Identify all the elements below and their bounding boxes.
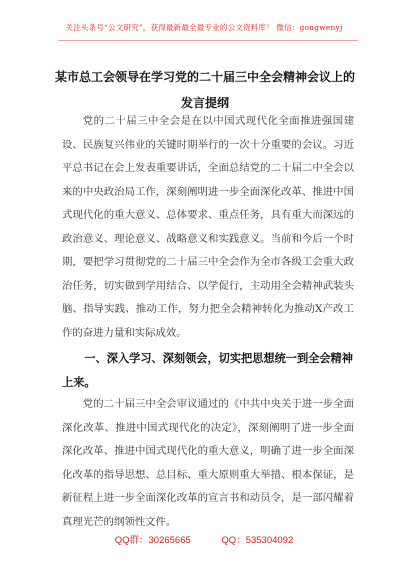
header-promo-note: 关注头条号“公文研究”，获得最新最全最专业的公文资料库！ 微信：gongwenyj: [65, 23, 343, 32]
document-title-line-2: 发言提纲: [180, 96, 229, 110]
footer-qq-group: QQ群：30265665: [114, 535, 191, 546]
body-paragraph-2: 党的二十届三中全会审议通过的《中共中央关于进一步全面深化改革、推进中国式现代化的决定》，深刻阐明了进一步全面深化改革、推进中国式现代化的重大意义，明确了进一步全面深化改革的指导思想、总目标、重大原则重大举措、根本保证，是新征程上进一步全面深化改革的宣言书和动员令，是一部闪耀着真理光芒的纲领性文件。: [62, 398, 354, 528]
header-divider: [58, 40, 358, 41]
footer-qq-number: QQ：535304092: [221, 535, 294, 546]
section-heading-1: 一、深入学习、深刻领会，切实把思想统一到全会精神上来。: [62, 351, 353, 389]
body-paragraph-1: 党的二十届三中全会是在以中国式现代化全面推进强国建设、民族复兴伟业的关键时期举行的一次十分重要的会议。习近平总书记在会上发表重要讲话，全面总结党的二十届二中全会以来的中央政治局工作，深刻阐明进一步全面深化改革、推进中国式现代化的重大意义、总体要求、重点任务，具有重大而深远的政治意义、理论意义、战略意义和实践意义。当前和今后一个时期，要把学习贯彻党的二十届三中全会作为全市各级工会重大政治任务，切实做到学用结合、以学促行，主动用全会精神武装头脑、指导实践、推动工作，努力把全会精神转化为推动X产改工作的奋进力量和实际成效。: [62, 115, 354, 339]
document-title: [40, 64, 370, 116]
footer-contact: [0, 532, 408, 546]
document-title-line-1: 某市总工会领导在学习党的二十届三中全会精神会议上的: [54, 70, 355, 84]
